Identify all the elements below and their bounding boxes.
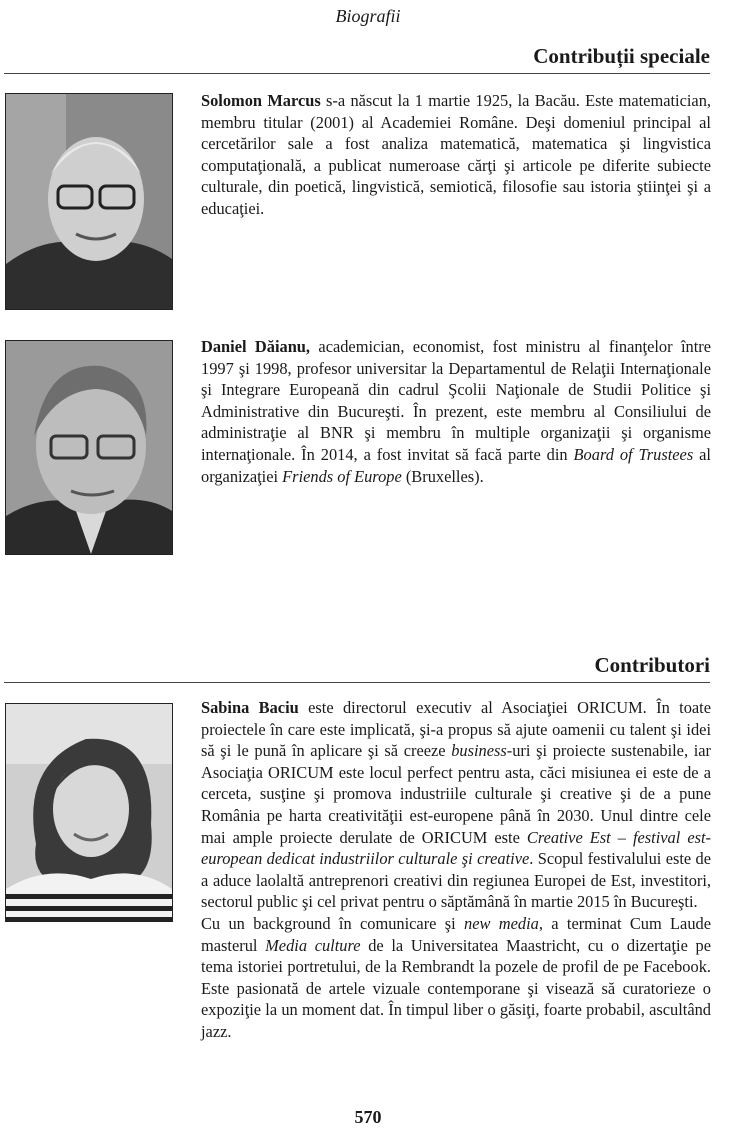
running-head: Biografii — [335, 6, 401, 26]
italic-text: Friends of Europe — [282, 466, 402, 486]
bio-name: Solomon Marcus — [201, 91, 321, 110]
italic-text: new media — [464, 913, 539, 933]
bio-paragraph — [201, 697, 711, 913]
portrait-photo-solomon-marcus — [5, 93, 173, 310]
italic-text: Media culture — [265, 935, 361, 955]
bio-text: -uri şi proiecte sustenabile, iar Asociaţia ORICUM este locul perfect pentru asta, căci misiunea ei este de a cerceta, susţine şi promova industriile culturale şi creative şi de a pune România pe harta creativităţii est-europene până în 2030. Unul dintre cele mai ample proiecte derulate de ORICUM este — [201, 741, 712, 847]
bio-sabina-baciu — [201, 697, 711, 1043]
bio-text: Cu un background în comunicare şi — [201, 913, 465, 933]
bio-text: (Bruxelles). — [401, 466, 484, 486]
section-title-contributii-speciale: Contribuții speciale — [533, 44, 710, 68]
bio-text: este directorul executiv al Asociaţiei ORICUM. În toate proiectele în care este implicată, şi-a propus să ajute oamenii cu talent şi idei să şi le pună în aplicare şi să creeze — [201, 698, 712, 761]
section-title-contributori: Contributori — [594, 653, 710, 677]
bio-solomon-marcus — [201, 90, 711, 220]
bio-text: al organizaţiei — [201, 444, 711, 486]
bio-paragraph — [201, 913, 711, 1043]
bio-name: Daniel Dăianu, — [201, 337, 311, 356]
bio-text: s-a născut la 1 martie 1925, la Bacău. Este matematician, membru titular (2001) al Academiei Române. Deşi domeniul principal al cercetărilor sale a fost analiza matematică, matematica şi lingvistica computaţională, a publicat numeroase cărţi şi articole pe diferite subiecte culturale, din poetică, lingvistică, semiotică, filosofie sau istoria ştiinţei şi a educaţiei. — [201, 91, 711, 218]
bio-daniel-daianu — [201, 336, 711, 487]
section-divider — [4, 682, 710, 683]
portrait-photo-sabina-baciu — [5, 703, 173, 922]
bio-text: . Scopul festivalului este de a aduce laolaltă antreprenori creativi din regiunea Europei de Est, investitori, sectorul public şi cel privat pentru o săptămână în martie 2015 în Bucureşti. — [201, 849, 711, 912]
italic-text: business — [451, 741, 507, 761]
bio-text: academician, economist, fost ministru al finanţelor între 1997 şi 1998, profesor universitar la Departamentul de Relaţii Internaţionale şi Integrare Europeană din cadrul Şcolii Naţionale de Studii Politice şi Administrative din Bucureşti. În prezent, este membru al Consiliului de administraţie al BNR şi membru în multiple organizaţii şi organisme internaţionale. În 2014, a fost invitat să facă parte din — [201, 337, 711, 464]
section-divider — [4, 73, 710, 74]
bio-name: Sabina Baciu — [201, 698, 299, 717]
page-number: 570 — [354, 1107, 382, 1127]
bio-text: , a terminat Cum Laude masterul — [201, 913, 711, 955]
italic-text: Creative Est – festival est-european dedicat industriilor culturale şi creative — [201, 827, 711, 869]
italic-text: Board of Trustees — [573, 444, 694, 464]
bio-paragraph — [201, 90, 711, 220]
bio-paragraph — [201, 336, 711, 487]
portrait-photo-daniel-daianu — [5, 340, 173, 555]
bio-text: de la Universitatea Maastricht, cu o dizertaţie pe tema istoriei portretului, de la Rembrandt la pozele de profil de pe Facebook. Este pasionată de artele vizuale contemporane şi visează să curatorieze o expoziţie la un moment dat. În timpul liber o găsiţi, foarte probabil, ascultând jazz. — [201, 935, 711, 1041]
